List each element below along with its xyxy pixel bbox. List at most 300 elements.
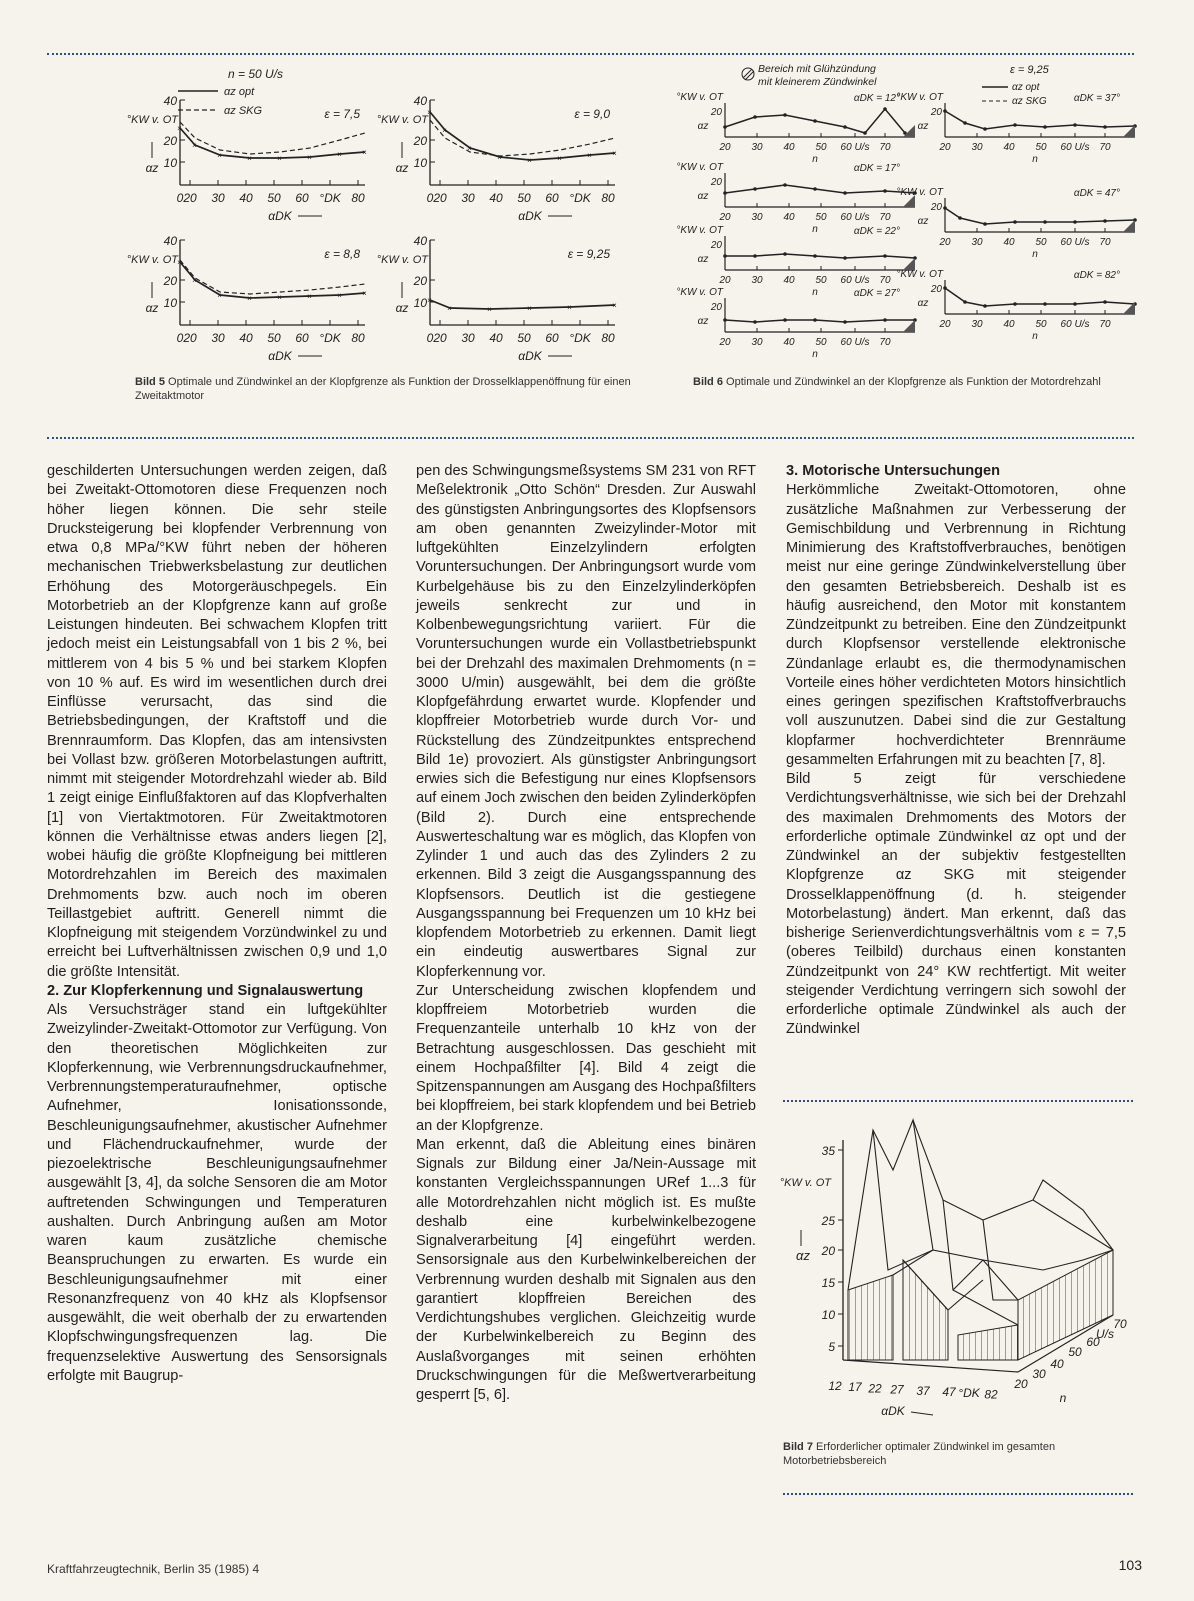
body-paragraph: Als Versuchsträger stand ein luftgekühlter Zweizylinder-Zweitakt-Ottomotor zur Verfügung. Von den theoretischen Möglichkeiten zur Klopferkennung, wie Verbrennungsdruckaufnehmer, Verbrennungstemperaturaufnehmer, optische Aufnehmer, Ionisationssonde, Beschleunigungsaufnehmer, akustischer Aufnehmer und Flächendruckaufnehmer, wurde der piezoelektrische Beschleunigungsaufnehmer ausgewählt [3, 4], da solche Sensoren die am Motor auftretenden Schwingungen und Temperaturen aushalten. Durch Anbringung außen am Motor waren kaum zusätzliche chemische Beanspruchungen zu erwarten. Es wurde ein Beschleunigungsaufnehmer mit einer Resonanzfrequenz von 40 kHz als Klopfsensor ausgewählt, die weit oberhalb der zu erwartenden Klopfschwingungsfrequenzen lag. Die frequenzselektive Auswertung des Sensorsignals erfolgte mit Baugrup- [47,1002,387,1384]
bild5-x-tick-label: 20 [183,191,197,205]
bild6-panel [896,187,1136,260]
bild6-x-tick-label: 50 [1035,142,1047,153]
bild6-marker [1013,302,1017,306]
bild5-curve-opt [430,300,615,309]
bild6-x-tick-label: 40 [783,275,795,286]
bild5-x-tick-label: 60 [545,191,559,205]
bild6-marker [843,125,847,129]
bild7-surface-edge [913,1120,1113,1250]
bild6-x-tick-label: 20 [939,237,951,248]
bild5-legend-skg: αz SKG [224,105,263,117]
figure-bild6 [676,58,1140,370]
bild5-x-tick-label: 80 [601,191,615,205]
bild6-marker [753,320,757,324]
bild7-n-tick-label: 60 [1086,1335,1100,1349]
bild6-adk-label: αDK = 37° [1073,93,1120,104]
bild6-x-label: n [1032,331,1038,342]
bild5-y-tick-label: 40 [413,94,427,108]
bild5-y-label: αz [395,301,409,315]
bild6-marker [843,320,847,324]
bild5-x-tick-label: 60 [295,331,309,345]
bild5-y-tick-label: 40 [413,234,427,248]
bild6-x-label: n [812,224,818,235]
bild5-marker: × [247,154,252,163]
bild6-marker [723,254,727,258]
bild6-x-tick-label: 40 [1003,319,1015,330]
bild6-x-label: n [812,154,818,165]
bild6-marker [963,121,967,125]
bild5-legend-n: n = 50 U/s [228,67,284,81]
page-number: 103 [1118,1557,1142,1573]
bild7-n-tick-label: 40 [1050,1357,1064,1371]
bild5-y-tick-label: 20 [413,134,427,148]
bild6-marker [1043,220,1047,224]
bild6-adk-label: αDK = 82° [1073,270,1120,281]
bild6-legend-hatch-1: Bereich mit Glühzündung [758,63,876,75]
bild6-marker [1043,125,1047,129]
bild6-x-tick-label: 70 [879,337,891,348]
bild5-marker: × [497,153,502,162]
bild6-y-tick-label: 20 [710,302,722,313]
bild7-adk-tick-label: 82 [984,1387,998,1402]
bild7-adk-tick-label: 12 [828,1379,842,1393]
body-paragraph: pen des Schwingungsmeßsystems SM 231 von RFT Meßelektronik „Otto Schön“ Dresden. Zur Auswahl des günstigsten Anbringungsortes des Klopfsensors am oben genannten Zweizylinder-Motor mit luftgekühlten Einzelzylindern erfolgten Voruntersuchungen. Der Anbringungsort wurde vom Kurbelgehäuse bis zu den Einzelzylinderköpfen jeweils senkrecht zur und in Kolbenbewegungsrichtung variiert. Für die Voruntersuchungen wurde ein Vollastbetriebspunkt bei der Drehzahl des maximalen Drehmoments (n = 3000 U/min) ausgewählt, bei dem die größte Klopfgefährdung erwartet wurde. Klopfender und klopffreier Motorbetrieb wurde durch Vor- und Rückstellung des Zündzeitpunktes entsprechend Bild 1e) provoziert. Als günstigster Anbringungsort erwies sich die Befestigung nur eines Klopfsensors auf einem Joch zwischen den beiden Zylinderköpfen (Bild 2). Durch eine entsprechende Auswerteschaltung war es möglich, das Klopfen von Zylinder 1 und auch das des Zylinders 2 zu erkennen. Bild 3 zeigt die Ausgangsspannung des Klopfsensors. Deutlich ist die gestiegene Ausgangsspannung bei Frequenzen um 10 kHz bei klopfendem Motorbetrieb zu erkennen. Damit liegt ein eindeutig auswertbares Signal zur Klopferkennung vor. [416,463,756,980]
bild7-adk-tick-label: 27 [890,1382,904,1397]
bild5-x-tick-label: 80 [601,331,615,345]
bild5-x-tick-label: °DK [569,191,591,205]
bild6-marker [1013,123,1017,127]
bild5-x-tick-label: °DK [569,331,591,345]
bild6-y-tick-label: 20 [710,107,722,118]
bild5-curve-skg [180,260,365,294]
bild7-y-unit: °KW v. OT [779,1177,831,1189]
bild6-marker [753,115,757,119]
bild6-x-tick-label: 50 [815,212,827,223]
bild5-x-tick-label: 20 [433,191,447,205]
bild6-legend-hatch-2: mit kleinerem Zündwinkel [758,76,877,88]
bild6-x-tick-label: 60 U/s [1060,319,1090,330]
body-paragraph: Zur Unterscheidung zwischen klopfendem und klopffreiem Motorbetrieb wurden die Frequenzanteile unterhalb 10 kHz von der Betrachtung ausgeschlossen. Das geschieht mit einem Hochpaßfilter [4]. Bild 4 zeigt die Spitzenspannungen am Ausgang des Hochpaßfilters bei klopffreiem, bei stark klopfendem und bei Betrieb an der Klopfgrenze. [416,982,756,1134]
bild6-y-unit: °KW v. OT [896,92,943,103]
bild6-x-tick-label: 70 [1099,237,1111,248]
bild6-marker [983,127,987,131]
bild6-marker [1103,300,1107,304]
bild6-marker [1103,125,1107,129]
bild6-marker [783,318,787,322]
bild6-x-tick-label: 20 [939,142,951,153]
bild6-x-tick-label: 30 [971,237,983,248]
bild5-marker: × [307,292,312,301]
bild7-surface-edge [953,1260,983,1290]
bild7-caption [783,1440,1133,1468]
bild6-marker [943,206,947,210]
bild5-marker: × [427,296,432,305]
bild6-marker [783,252,787,256]
bild5-eps-label: ε = 9,25 [567,247,610,261]
bild7-y-tick-label: 20 [821,1244,835,1258]
bild6-marker [983,222,987,226]
bild6-adk-label: αDK = 17° [853,163,900,174]
bild6-y-label: αz [697,191,709,202]
bild7-surface-edge [983,1220,1018,1300]
bild6-x-tick-label: 60 U/s [840,275,870,286]
figure-rule [47,437,1134,439]
bild6-x-tick-label: 40 [1003,237,1015,248]
bild5-x-tick-label: °DK [319,191,341,205]
bild6-marker [883,189,887,193]
bild6-x-tick-label: 60 U/s [840,337,870,348]
bild6-x-label: n [1032,154,1038,165]
bild6-marker [723,318,727,322]
bild5-y-tick-label: 10 [163,156,177,170]
bild5-x-label: αDK [518,349,542,363]
bild6-x-tick-label: 70 [1099,142,1111,153]
bild6-marker [813,187,817,191]
bild6-marker [783,113,787,117]
bild5-x-tick-label: 60 [295,191,309,205]
bild6-x-tick-label: 30 [751,212,763,223]
bild5-marker: × [447,304,452,313]
bild7-y-tick-label: 10 [821,1308,835,1322]
bild5-x-tick-label: 80 [351,191,365,205]
bild5-y-tick-label: 20 [163,134,177,148]
bild6-y-tick-label: 20 [930,202,942,213]
bild6-x-tick-label: 30 [751,142,763,153]
bild6-x-label: n [812,287,818,298]
bild7-y-tick-label: 35 [821,1144,835,1158]
bild6-x-tick-label: 50 [815,275,827,286]
bild5-y-unit: °KW v. OT [376,254,428,266]
bild7-bottom-rule [783,1493,1133,1495]
bild6-x-tick-label: 20 [719,337,731,348]
body-paragraph: geschilderten Untersuchungen werden zeigen, daß bei Zweitakt-Ottomotoren diese Frequenzen noch höher liegen können. Die sehr steile Drucksteigerung bei klopfender Verbrennung von etwa 0,8 MPa/°KW führt neben der höheren mechanischen Triebwerksbelastung zur deutlichen Erhöhung des Motorgeräuschpegels. Ein Motorbetrieb an der Klopfgrenze kann auf große Leistungen hindeuten. Bei schwachem Klopfen tritt jedoch meist ein Leistungsabfall von 1 bis 2 %, bei mittlerem von 4 bis 5 % und bei starkem Klopfen von 10 % auf. Es wird im wesentlichen durch drei Einflüsse verursacht, das sind die Betriebsbedingungen, der Kraftstoff und die Brennraumform. Das Klopfen, das am intensivsten bei Vollast bzw. größeren Motorbelastungen auftritt, nimmt mit steigender Motordrehzahl wieder ab. Bild 1 zeigt einige Einflußfaktoren auf das Klopfverhalten [1] von Viertaktmotoren. Für Zweitaktmotoren können die Verhältnisse etwas anders liegen [2], wobei häufig die größte Klopfneigung bei mittleren Motordrehzahlen im Bereich des maximalen Drehmoments bzw. auch noch im oberen Teillastgebiet auftritt. Generell nimmt die Klopfneigung mit steigendem Vorzündwinkel zu und erreicht bei Luftverhältnissen zwischen 0,9 und 1,0 die größte Intensität. [47,463,387,980]
bild5-y-label: αz [395,161,409,175]
bild5-x-label: αDK [268,209,292,223]
bild6-marker [1073,220,1077,224]
bild6-marker [1013,220,1017,224]
bild6-marker [1073,123,1077,127]
bild6-hatch-area [903,320,915,332]
bild6-x-tick-label: 70 [1099,319,1111,330]
bild7-n-label: n [1059,1391,1067,1405]
bild7-surface-edge [1033,1180,1113,1250]
body-paragraph: Herkömmliche Zweitakt-Ottomotoren, ohne zusätzliche Maßnahmen zur Verbesserung der Gemischbildung und Verbrennung in Richtung Minimierung des Kraftstoffverbrauches, benötigen meist nur eine geringe Zündwinkelverstellung über den gesamten Betriebsbereich. Deshalb ist es häufig ausreichend, den Motor mit konstantem Zündzeitpunkt zu betreiben. Eine den Zündzeitpunkt durch Klopfsensor verstellende elektronische Zündanlage erlaubt es, die thermodynamischen Vorteile eines höher verdichteten Motors hinsichtlich eines geringen spezifischen Kraftstoffverbrauchs voll auszunutzen. Dabei sind die zur Gestaltung klopfarmer hochverdichteter Brennräume gesammelten Erfahrungen mit zu beachten [7, 8]. [786,482,1126,768]
bild5-x-tick-label: 30 [211,331,225,345]
bild5-x-tick-label: 30 [461,191,475,205]
journal-reference: Kraftfahrzeugtechnik, Berlin 35 (1985) 4 [47,1562,260,1576]
bild5-marker: × [567,303,572,312]
bild5-x-tick-label: 30 [211,191,225,205]
bild6-x-tick-label: 40 [783,212,795,223]
bild5-marker: × [557,154,562,163]
bild5-y-tick-label: 10 [413,296,427,310]
bild7-y-tick-label: 5 [828,1340,835,1354]
bild5-y-unit: °KW v. OT [126,254,178,266]
bild5-marker: × [217,291,222,300]
bild6-y-unit: °KW v. OT [676,287,723,298]
bild6-marker [723,125,727,129]
bild5-marker: × [612,301,617,310]
bild7-n-tick-label: 20 [1014,1377,1028,1391]
bild6-marker [883,254,887,258]
bild6-legend-hatch-icon [742,68,754,80]
bild6-y-unit: °KW v. OT [676,225,723,236]
bild7-y-tick-label: 25 [821,1214,835,1228]
bild6-y-unit: °KW v. OT [676,92,723,103]
bild5-eps-label: ε = 7,5 [324,107,360,121]
bild5-y-unit: °KW v. OT [126,114,178,126]
bild7-adk-axis [843,1360,1018,1372]
bild5-x-tick-label: 0 [176,331,184,345]
bild7-adk-tick-label: 17 [848,1380,862,1395]
bild5-marker: × [247,294,252,303]
bild6-hatch-area [903,125,915,137]
bild5-graphic [120,60,660,365]
bild5-y-tick-label: 20 [413,274,427,288]
bild6-marker [943,286,947,290]
bild6-y-tick-label: 20 [710,240,722,251]
bild6-y-label: αz [917,216,929,227]
bild6-marker [1073,302,1077,306]
bild5-eps-label: ε = 9,0 [574,107,610,121]
bild6-adk-label: αDK = 12° [853,93,900,104]
bild5-marker: × [337,150,342,159]
bild5-y-label: αz [145,301,159,315]
bild7-surface-edge [848,1120,1018,1300]
bild6-graphic [676,58,1140,370]
bild5-marker: × [277,154,282,163]
bild6-marker [943,109,947,113]
body-paragraph: Man erkennt, daß die Ableitung eines binären Signals zur Bildung einer Ja/Nein-Aussage mit konstanten Vergleichsspannungen URef 1...3 für alle Motordrehzahlen nicht möglich ist. Es mußte deshalb eine kurbelwinkelbezogene Signalverarbeitung [4] eingeführt werden. Sensorsignale aus den Kurbelwinkelbereichen der Verbrennung wurden deshalb mit Signalen aus den garantiert klopffreien Bereichen des Verdichtungshubes verglichen. Gleichzeitig wurde der Kurbelwinkelbereich zu Beginn des Auslaßvorganges mit seinen erhöhten Druckschwingungen für die Meßwertverarbeitung gesperrt [5, 6]. [416,1136,756,1403]
bild5-panel [377,94,617,223]
bild5-y-tick-label: 40 [163,234,177,248]
bild5-caption-num: Bild 5 [135,376,165,388]
bild7-y-label: αz [796,1248,810,1263]
bild6-x-label: n [812,349,818,360]
bild7-surface-edge [873,1130,933,1270]
bild6-x-tick-label: 20 [719,212,731,223]
bild5-marker: × [527,304,532,313]
bild5-marker: × [177,258,182,267]
bild6-x-tick-label: 20 [719,142,731,153]
bild6-panel [676,92,915,165]
bild6-marker [883,318,887,322]
bild6-y-tick-label: 20 [710,177,722,188]
bild5-x-tick-label: 30 [461,331,475,345]
bild5-marker: × [217,151,222,160]
bild6-marker [883,107,887,111]
bild6-y-label: αz [917,298,929,309]
bild7-caption-num: Bild 7 [783,1441,813,1453]
bild5-x-tick-label: 40 [489,191,503,205]
bild6-x-tick-label: 50 [815,337,827,348]
bild6-y-unit: °KW v. OT [676,162,723,173]
bild6-x-tick-label: 60 U/s [1060,142,1090,153]
bild6-marker [723,191,727,195]
bild7-n-tick-label: 50 [1068,1345,1082,1359]
bild6-marker [783,183,787,187]
bild7-n-tick-label: 30 [1032,1367,1046,1381]
bild6-marker [843,191,847,195]
bild5-panel [377,234,617,363]
bild6-legend-skg: αz SKG [1012,96,1047,107]
bild6-x-tick-label: 20 [719,275,731,286]
bild6-marker [813,254,817,258]
bild6-x-tick-label: 30 [751,337,763,348]
bild5-x-label: αDK [518,209,542,223]
bild5-marker: × [277,293,282,302]
bild7-caption-text: Erforderlicher optimaler Zündwinkel im gesamten Motorbetriebsbereich [783,1441,1056,1467]
bild6-x-tick-label: 70 [879,275,891,286]
bild6-caption [693,375,1113,389]
bild6-marker [958,216,962,220]
bild6-legend-eps: ε = 9,25 [1010,64,1049,76]
bild7-adk-arrow [911,1412,933,1415]
bild5-y-tick-label: 20 [163,274,177,288]
bild5-panel [127,234,367,363]
bild5-x-tick-label: 60 [545,331,559,345]
bild7-adk-tick-label: 47 [942,1385,956,1399]
bild5-marker: × [487,305,492,314]
bild7-top-rule [783,1100,1133,1102]
bild6-caption-text: Optimale und Zündwinkel an der Klopfgrenze als Funktion der Motordrehzahl [726,376,1101,388]
bild6-x-tick-label: 20 [939,319,951,330]
bild6-y-tick-label: 20 [930,284,942,295]
figure-bild7 [779,1110,1133,1430]
bild6-y-label: αz [697,254,709,265]
bild6-y-unit: °KW v. OT [896,187,943,198]
bild6-curve-opt [945,288,1135,306]
bild6-x-tick-label: 40 [783,142,795,153]
bild5-x-tick-label: 40 [489,331,503,345]
bild5-x-tick-label: 0 [426,191,434,205]
bild5-legend-opt: αz opt [224,86,255,98]
bild6-x-tick-label: 40 [1003,142,1015,153]
bild6-x-tick-label: 60 U/s [840,212,870,223]
bild5-y-unit: °KW v. OT [376,114,428,126]
bild6-marker [813,318,817,322]
bild6-y-label: αz [697,316,709,327]
text-column-1 [47,462,387,1386]
bild5-x-tick-label: 40 [239,331,253,345]
bild7-n-tick-label: 70 [1113,1317,1127,1331]
bild5-x-tick-label: 80 [351,331,365,345]
bild6-x-tick-label: 50 [815,142,827,153]
bild6-marker [843,256,847,260]
bild5-y-tick-label: 40 [163,94,177,108]
bild6-legend-opt: αz opt [1012,82,1040,93]
bild6-x-tick-label: 60 U/s [1060,237,1090,248]
bild5-marker: × [442,126,447,135]
bild5-marker: × [467,144,472,153]
bild5-marker: × [337,291,342,300]
bild5-marker: × [587,151,592,160]
bild6-y-tick-label: 20 [930,107,942,118]
bild6-y-label: αz [917,121,929,132]
bild5-x-tick-label: 0 [176,191,184,205]
bild6-marker [753,187,757,191]
bild5-x-tick-label: 40 [239,191,253,205]
bild6-marker [963,300,967,304]
bild6-marker [813,119,817,123]
bild5-marker: × [612,149,617,158]
bild5-marker: × [177,124,182,133]
section-heading: 3. Motorische Untersuchungen [786,463,1001,479]
bild6-x-tick-label: 40 [783,337,795,348]
bild6-adk-label: αDK = 27° [853,288,900,299]
text-column-3 [786,462,1126,1040]
bild6-marker [753,254,757,258]
bild5-eps-label: ε = 8,8 [324,247,360,261]
bild5-x-tick-label: 50 [267,191,281,205]
bild7-y-tick-label: 15 [821,1276,835,1290]
bild6-x-tick-label: 60 U/s [840,142,870,153]
bild6-marker [983,304,987,308]
bild6-x-label: n [1032,249,1038,260]
bild5-marker: × [362,289,367,298]
bild5-marker: × [362,148,367,157]
bild5-caption-text: Optimale und Zündwinkel an der Klopfgrenze als Funktion der Drosselklappenöffnung für einen Zweitaktmotor [135,376,631,402]
bild5-x-tick-label: 20 [183,331,197,345]
bild6-marker [863,131,867,135]
top-rule [47,53,1134,55]
bild6-x-tick-label: 50 [1035,319,1047,330]
bild7-graphic [779,1110,1133,1430]
bild6-adk-label: αDK = 22° [853,226,900,237]
bild5-y-label: αz [145,161,159,175]
bild6-x-tick-label: 30 [971,319,983,330]
bild5-x-tick-label: 50 [517,331,531,345]
section-heading: 2. Zur Klopferkennung und Signalauswertung [47,982,364,999]
figure-bild5 [120,60,660,365]
bild7-front-faces [848,1260,1018,1360]
bild7-adk-tick-label: 37 [916,1383,930,1398]
bild5-x-tick-label: 0 [426,331,434,345]
bild5-x-tick-label: °DK [319,331,341,345]
bild7-n-tick-label: U/s [1096,1327,1114,1341]
bild6-x-tick-label: 70 [879,142,891,153]
bild6-y-label: αz [697,121,709,132]
bild6-marker [1043,302,1047,306]
bild6-panel [896,269,1136,342]
bild5-marker: × [192,276,197,285]
bild5-marker: × [427,108,432,117]
bild5-x-tick-label: 50 [267,331,281,345]
body-paragraph: Bild 5 zeigt für verschiedene Verdichtungsverhältnisse, wie sich bei der Drehzahl des maximalen Drehmoments des Motors der erforderliche optimale Zündwinkel αz opt und der Zündwinkel an der subjektiv festgestellten Klopfgrenze αz SKG mit steigender Drosselklappenöffnung (d. h. steigender Motorbelastung) ändert. Man erkennt, daß das bisherige Serienverdichtungsverhältnis vom ε = 7,5 (oberes Teilbild) durchaus einen konstanten Zündzeitpunkt von 24° KW rechtfertigt. Mit weiter steigender Verdichtung verringern sich sowohl der erforderliche optimale Zündwinkel als auch der Zündwinkel [786,771,1126,1038]
bild7-adk-label: αDK [881,1404,905,1418]
bild6-marker [1103,219,1107,223]
bild5-x-tick-label: 50 [517,191,531,205]
bild6-y-unit: °KW v. OT [896,269,943,280]
bild6-x-tick-label: 30 [971,142,983,153]
bild5-marker: × [192,141,197,150]
bild6-x-tick-label: 70 [879,212,891,223]
bild6-panel [676,287,916,360]
bild6-hatch-area [1123,220,1135,232]
bild5-caption [135,375,655,403]
bild6-caption-num: Bild 6 [693,376,723,388]
bild7-adk-tick-label: 22 [868,1381,882,1396]
text-column-2 [416,462,756,1405]
bild6-x-tick-label: 50 [1035,237,1047,248]
bild7-adk-tick-label: °DK [958,1386,980,1401]
bild5-y-tick-label: 10 [413,156,427,170]
bild5-marker: × [307,153,312,162]
bild5-y-tick-label: 10 [163,296,177,310]
bild6-x-tick-label: 30 [751,275,763,286]
bild6-adk-label: αDK = 47° [1073,188,1120,199]
bild5-x-tick-label: 20 [433,331,447,345]
